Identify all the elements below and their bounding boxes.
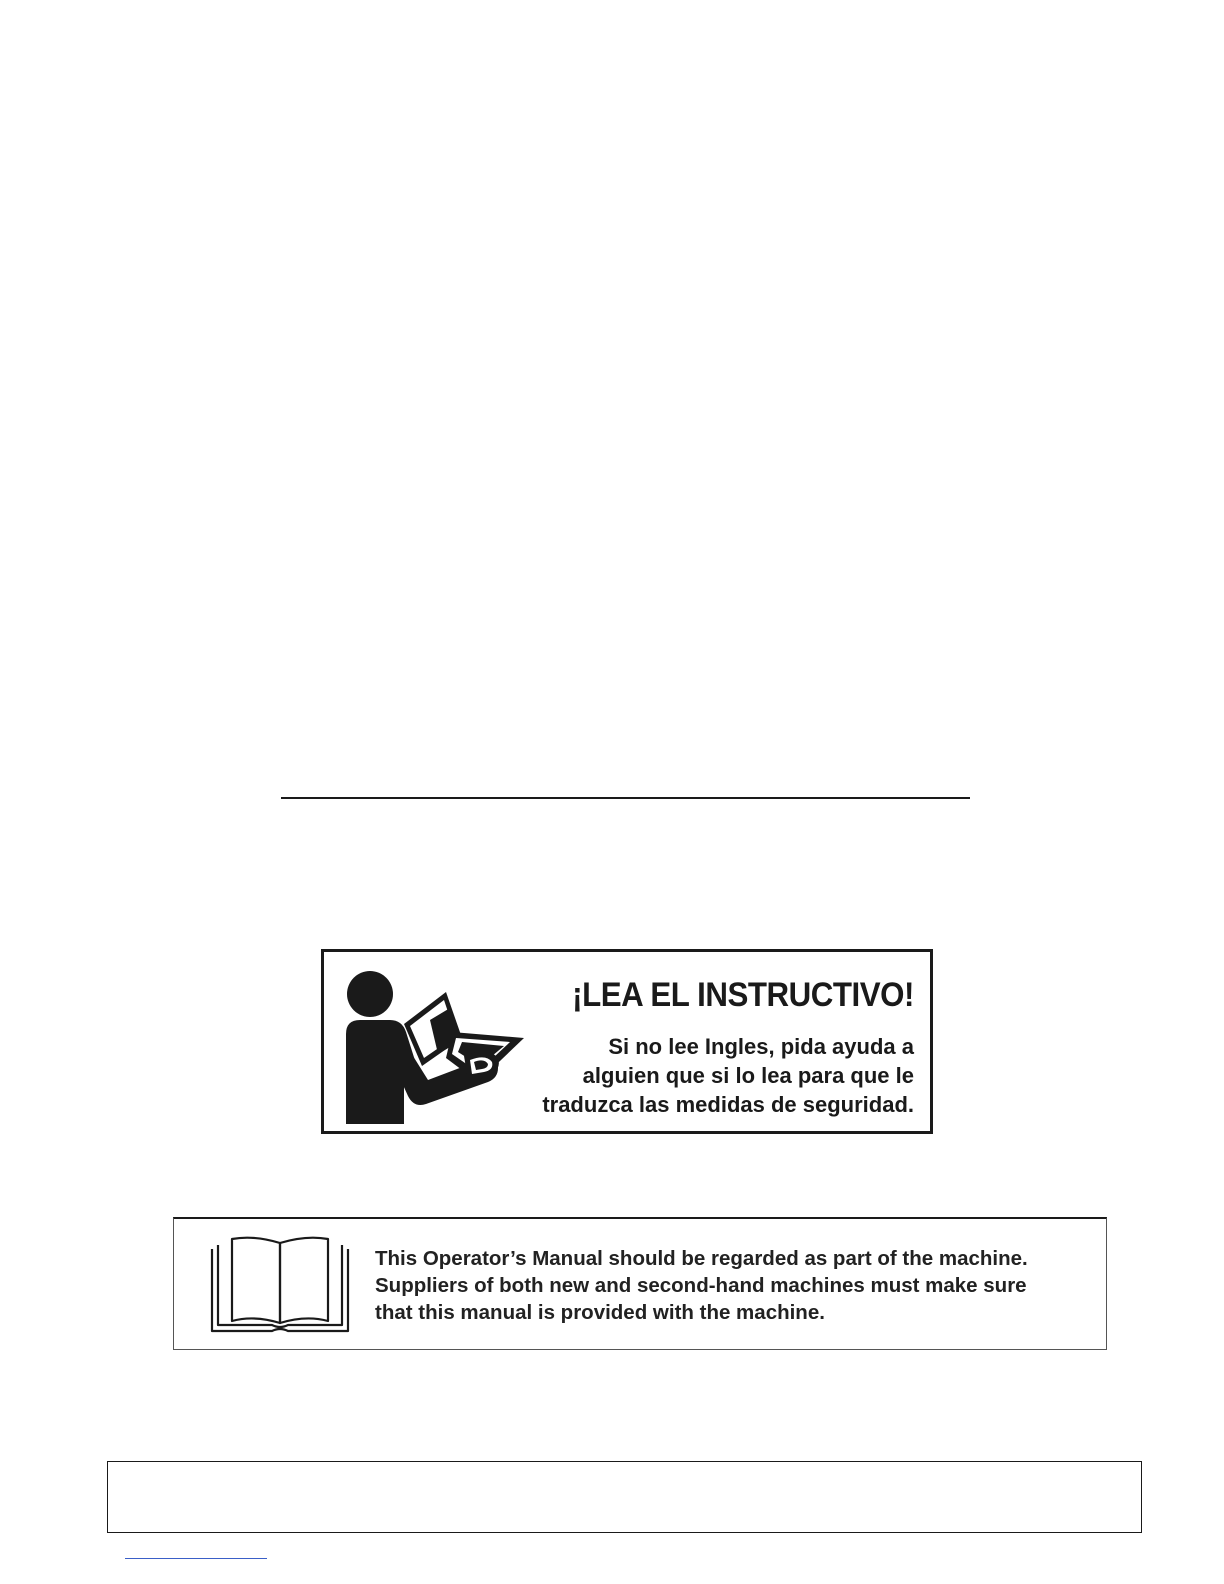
- notice-line: Si no lee Ingles, pida ayuda a: [608, 1034, 914, 1059]
- manual-notice-line: Suppliers of both new and second-hand machines must make sure: [375, 1274, 1027, 1297]
- footer-link-underline[interactable]: [125, 1558, 267, 1559]
- notice-line: alguien que si lo lea para que le: [582, 1063, 914, 1088]
- manual-notice-line: that this manual is provided with the machine.: [375, 1301, 825, 1324]
- notice-line: traduzca las medidas de seguridad.: [542, 1092, 914, 1117]
- footer-box: [107, 1461, 1142, 1533]
- manual-notice-line: This Operator’s Manual should be regarded as part of the machine.: [375, 1247, 1028, 1270]
- spanish-safety-notice: [321, 949, 933, 1134]
- open-book-icon: [210, 1235, 350, 1335]
- notice-title: ¡LEA EL INSTRUCTIVO!: [572, 976, 914, 1014]
- horizontal-divider: [281, 797, 970, 799]
- manual-notice-text: [375, 1245, 1095, 1326]
- operator-manual-notice: [173, 1217, 1107, 1350]
